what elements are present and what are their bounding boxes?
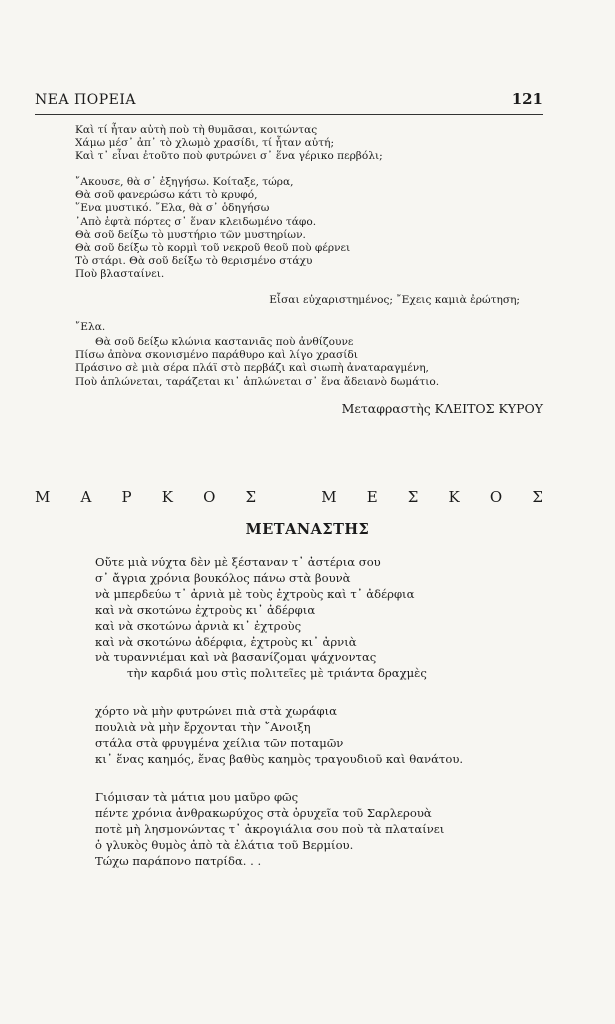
poem-line: Ποὺ ἁπλώνεται, ταράζεται κι᾽ ἁπλώνεται σ᾽ ἕνα ἄδειανὸ δωμάτιο. xyxy=(75,375,440,388)
translated-poem xyxy=(75,124,595,389)
poem-line: Θὰ σοῦ δείξω κλώνια καστανιᾶς ποὺ ἀνθίζουνε xyxy=(95,336,354,349)
poem-line: Θὰ σοῦ φανερώσω κάτι τὸ κρυφό, xyxy=(75,189,258,202)
poem-line: Τώχω παράπονο πατρίδα. . . xyxy=(95,853,262,868)
header-rule xyxy=(35,114,543,115)
poem-line: στάλα στὰ φρυγμένα χείλια τῶν ποταμῶν xyxy=(95,736,344,751)
poem-line: ῎Ακουσε, θὰ σ᾽ ἐξηγήσω. Κοίταξε, τώρα, xyxy=(75,176,294,189)
author-letter: Σ xyxy=(245,488,257,506)
poem1-stanza-1 xyxy=(75,124,595,163)
poem-line: χόρτο νὰ μὴν φυτρώνει πιὰ στὰ χωράφια xyxy=(95,704,337,719)
author-letter: Σ xyxy=(407,488,419,506)
poem-line: Γιόμισαν τὰ μάτια μου μαῦρο φῶς xyxy=(95,789,299,804)
poem-line: ποτὲ μὴ λησμονώντας τ᾽ ἀκρογιάλια σου ποὺ τὰ πλαταίνει xyxy=(95,821,445,836)
poem-line: Τὸ στάρι. Θὰ σοῦ δείξω τὸ θερισμένο στάχυ xyxy=(75,254,313,267)
journal-title: ΝΕΑ ΠΟΡΕΙΑ xyxy=(35,92,136,108)
poem-line: καὶ νὰ σκοτώνω ἐχτροὺς κι᾽ ἀδέρφια xyxy=(95,602,316,617)
poem-line: καὶ νὰ σκοτώνω ἀρνιὰ κι᾽ ἐχτροὺς xyxy=(95,618,302,633)
poem-line: νὰ τυραννιέμαι καὶ νὰ βασανίζομαι ψάχνοντας xyxy=(95,650,377,665)
author-name xyxy=(35,488,543,506)
author-letter: Ο xyxy=(489,488,503,506)
author-letter: Ε xyxy=(366,488,378,506)
author-letter: Μ xyxy=(35,488,51,506)
poem1-stanza-2 xyxy=(75,176,595,281)
poem-line: πουλιὰ νὰ μὴν ἔρχονται τὴν ῎Ανοιξη xyxy=(95,720,311,735)
poem2-stanza-3 xyxy=(95,790,585,870)
translator-credit: Μεταφραστὴς ΚΛΕΙΤΟΣ ΚΥΡΟΥ xyxy=(341,401,543,416)
poem-line: Καὶ τ᾽ εἶναι ἐτοῦτο ποὺ φυτρώνει σ᾽ ἕνα γέρικο περβόλι; xyxy=(75,150,383,163)
poem-line: Καὶ τί ἦταν αὐτὴ ποὺ τὴ θυμᾶσαι, κοιτώντας xyxy=(75,124,318,136)
poem1-question-line: Εἶσαι εὐχαριστημένος; ῎Εχεις καμιὰ ἐρώτηση; xyxy=(269,294,520,307)
poem-line: Θὰ σοῦ δείξω τὸ κορμὶ τοῦ νεκροῦ θεοῦ ποὺ φέρνει xyxy=(75,241,351,254)
poem-line: Πράσινο σὲ μιὰ σέρα πλάϊ στὸ περβάζι καὶ σιωπὴ ἀναταραγμένη, xyxy=(75,362,429,375)
poem-line: σ᾽ ἄγρια χρόνια βουκόλος πάνω στὰ βουνὰ xyxy=(95,570,351,585)
author-letter: Ρ xyxy=(121,488,132,506)
poem2-stanza-2 xyxy=(95,704,585,768)
poem1-stanza-3 xyxy=(75,336,595,388)
poem2-stanza-1 xyxy=(95,555,585,682)
poem-line: Πίσω ἀπὸνα σκονισμένο παράθυρο καὶ λίγο χρασίδι xyxy=(75,349,358,362)
author-letter: Μ xyxy=(321,488,337,506)
poem-line: Οὔτε μιὰ νύχτα δὲν μὲ ξέσταναν τ᾽ ἀστέρια σου xyxy=(95,555,381,569)
poem-title: ΜΕΤΑΝΑΣΤΗΣ xyxy=(245,521,370,538)
poem-line: κι᾽ ἕνας καημός, ἕνας βαθὺς καημὸς τραγουδιοῦ καὶ θανάτου. xyxy=(95,751,464,766)
poem-line: ὁ γλυκὸς θυμὸς ἀπὸ τὰ ἐλάτια τοῦ Βερμίου. xyxy=(95,837,354,852)
poem-line: ᾽Απὸ ἑφτὰ πόρτες σ᾽ ἕναν κλειδωμένο τάφο. xyxy=(75,215,317,228)
author-letter: Κ xyxy=(161,488,173,506)
running-header xyxy=(35,90,543,108)
poem-line: Ποὺ βλασταίνει. xyxy=(75,267,165,280)
poem-line: Θὰ σοῦ δείξω τὸ μυστήριο τῶν μυστηρίων. xyxy=(75,228,306,241)
page-number: 121 xyxy=(511,90,543,108)
poem-line: νὰ μπερδεύω τ᾽ ἀρνιὰ μὲ τοὺς ἐχτροὺς καὶ τ᾽ ἀδέρφια xyxy=(95,586,415,601)
poem-line: καὶ νὰ σκοτώνω ἀδέρφια, ἐχτροὺς κι᾽ ἀρνιὰ xyxy=(95,634,357,649)
author-letter-gap xyxy=(286,488,291,506)
poem-line: ῎Ελα. xyxy=(75,321,106,334)
author-letter: Α xyxy=(80,488,92,506)
author-letter: Κ xyxy=(448,488,460,506)
poem-line: πέντε χρόνια ἀνθρακωρύχος στὰ ὀρυχεῖα τοῦ Σαρλερουὰ xyxy=(95,805,432,820)
poem-line: τὴν καρδιά μου στὶς πολιτεῖες μὲ τριάντα δραχμὲς xyxy=(127,666,427,681)
author-letter: Σ xyxy=(532,488,543,506)
poem-line: Χάμω μέσ᾽ ἀπ᾽ τὸ χλωμὸ χρασίδι, τί ἦταν αὐτή; xyxy=(75,137,335,150)
poem-line: ῞Ενα μυστικό. ῎Ελα, θὰ σ᾽ ὁδηγήσω xyxy=(75,202,270,215)
poem-metanastis xyxy=(95,555,585,891)
author-letter: Ο xyxy=(203,488,216,506)
